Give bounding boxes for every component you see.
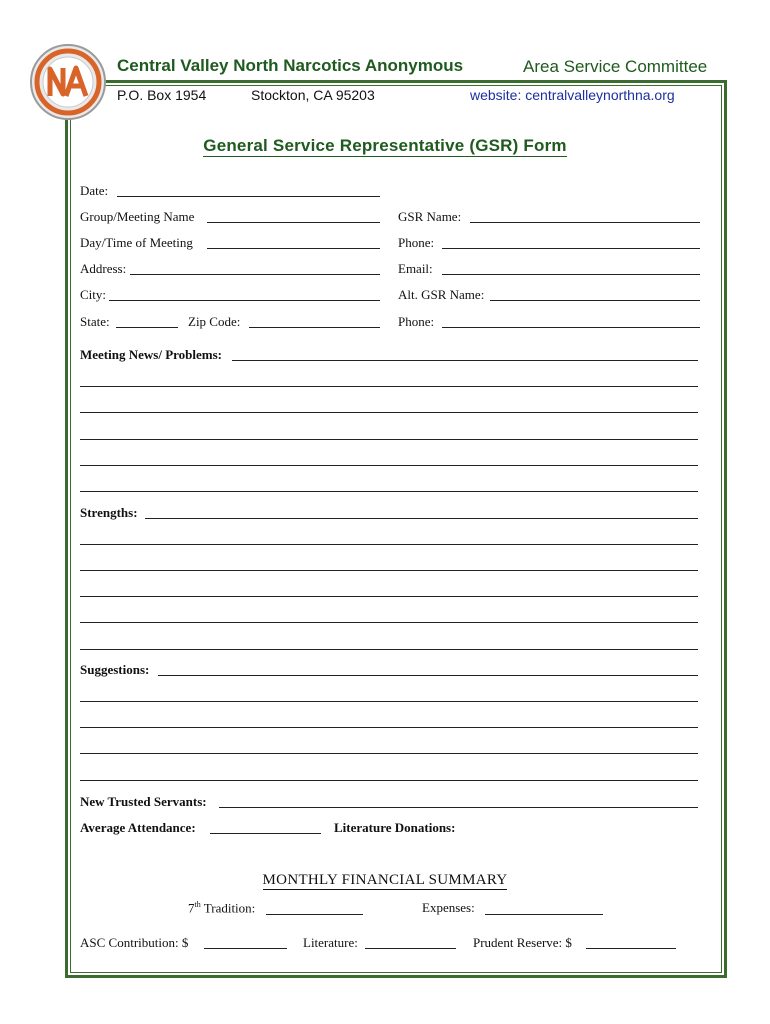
new-trusted-servants-label: New Trusted Servants: [80, 794, 207, 809]
suggestions-field[interactable] [158, 675, 698, 676]
meeting-news-label: Meeting News/ Problems: [80, 347, 223, 362]
expenses-field[interactable] [485, 914, 603, 915]
suggestions-label: Suggestions: [80, 662, 150, 677]
state-label: State: [80, 314, 110, 329]
gsr-name-field[interactable] [470, 222, 700, 223]
literature-field[interactable] [365, 948, 456, 949]
zip-code-label: Zip Code: [188, 314, 241, 329]
email-label: Email: [398, 261, 433, 276]
address-field[interactable] [130, 274, 380, 275]
day-time-field[interactable] [207, 248, 380, 249]
meeting-news-line[interactable] [80, 386, 698, 387]
alt-gsr-name-field[interactable] [490, 300, 700, 301]
tradition-label: 7th Tradition: [188, 900, 256, 916]
literature-label: Literature: [303, 935, 358, 950]
date-label: Date: [80, 183, 109, 198]
suggestions-line[interactable] [80, 780, 698, 781]
strengths-line[interactable] [80, 596, 698, 597]
suggestions-line[interactable] [80, 701, 698, 702]
city-line: Stockton, CA 95203 [251, 87, 375, 103]
po-box: P.O. Box 1954 [117, 87, 207, 103]
prudent-reserve-field[interactable] [586, 948, 676, 949]
strengths-line[interactable] [80, 544, 698, 545]
suggestions-line[interactable] [80, 753, 698, 754]
meeting-news-line[interactable] [80, 465, 698, 466]
strengths-field[interactable] [145, 518, 698, 519]
average-attendance-field[interactable] [210, 833, 321, 834]
literature-donations-label: Literature Donations: [334, 820, 456, 835]
suggestions-line[interactable] [80, 727, 698, 728]
zip-code-field[interactable] [249, 327, 380, 328]
group-name-field[interactable] [207, 222, 380, 223]
date-field[interactable] [117, 196, 380, 197]
tradition-field[interactable] [266, 914, 363, 915]
na-logo-icon [28, 42, 108, 122]
prudent-reserve-label: Prudent Reserve: $ [473, 935, 572, 950]
email-field[interactable] [442, 274, 700, 275]
asc-contribution-label: ASC Contribution: $ [80, 935, 189, 950]
city-field[interactable] [109, 300, 380, 301]
strengths-label: Strengths: [80, 505, 138, 520]
form-title: General Service Representative (GSR) Form [203, 136, 567, 155]
alt-gsr-name-label: Alt. GSR Name: [398, 287, 485, 302]
org-name: Central Valley North Narcotics Anonymous [117, 56, 464, 75]
meeting-news-line[interactable] [80, 491, 698, 492]
strengths-line[interactable] [80, 622, 698, 623]
website-link[interactable]: website: centralvalleynorthna.org [470, 87, 675, 103]
average-attendance-label: Average Attendance: [80, 820, 196, 835]
committee-name: Area Service Committee [523, 57, 708, 76]
phone-label: Phone: [398, 235, 435, 250]
phone-field[interactable] [442, 248, 700, 249]
strengths-line[interactable] [80, 649, 698, 650]
new-trusted-servants-field[interactable] [219, 807, 698, 808]
alt-phone-field[interactable] [442, 327, 700, 328]
day-time-label: Day/Time of Meeting [80, 235, 193, 250]
meeting-news-line[interactable] [80, 439, 698, 440]
city-label: City: [80, 287, 107, 302]
financial-summary-title: MONTHLY FINANCIAL SUMMARY [262, 872, 508, 888]
asc-contribution-field[interactable] [204, 948, 287, 949]
header-rule [105, 80, 727, 83]
state-field[interactable] [116, 327, 178, 328]
meeting-news-line[interactable] [80, 412, 698, 413]
expenses-label: Expenses: [422, 900, 475, 915]
gsr-name-label: GSR Name: [398, 209, 462, 224]
strengths-line[interactable] [80, 570, 698, 571]
address-label: Address: [80, 261, 127, 276]
alt-phone-label: Phone: [398, 314, 435, 329]
group-name-label: Group/Meeting Name [80, 209, 195, 224]
meeting-news-field[interactable] [232, 360, 698, 361]
